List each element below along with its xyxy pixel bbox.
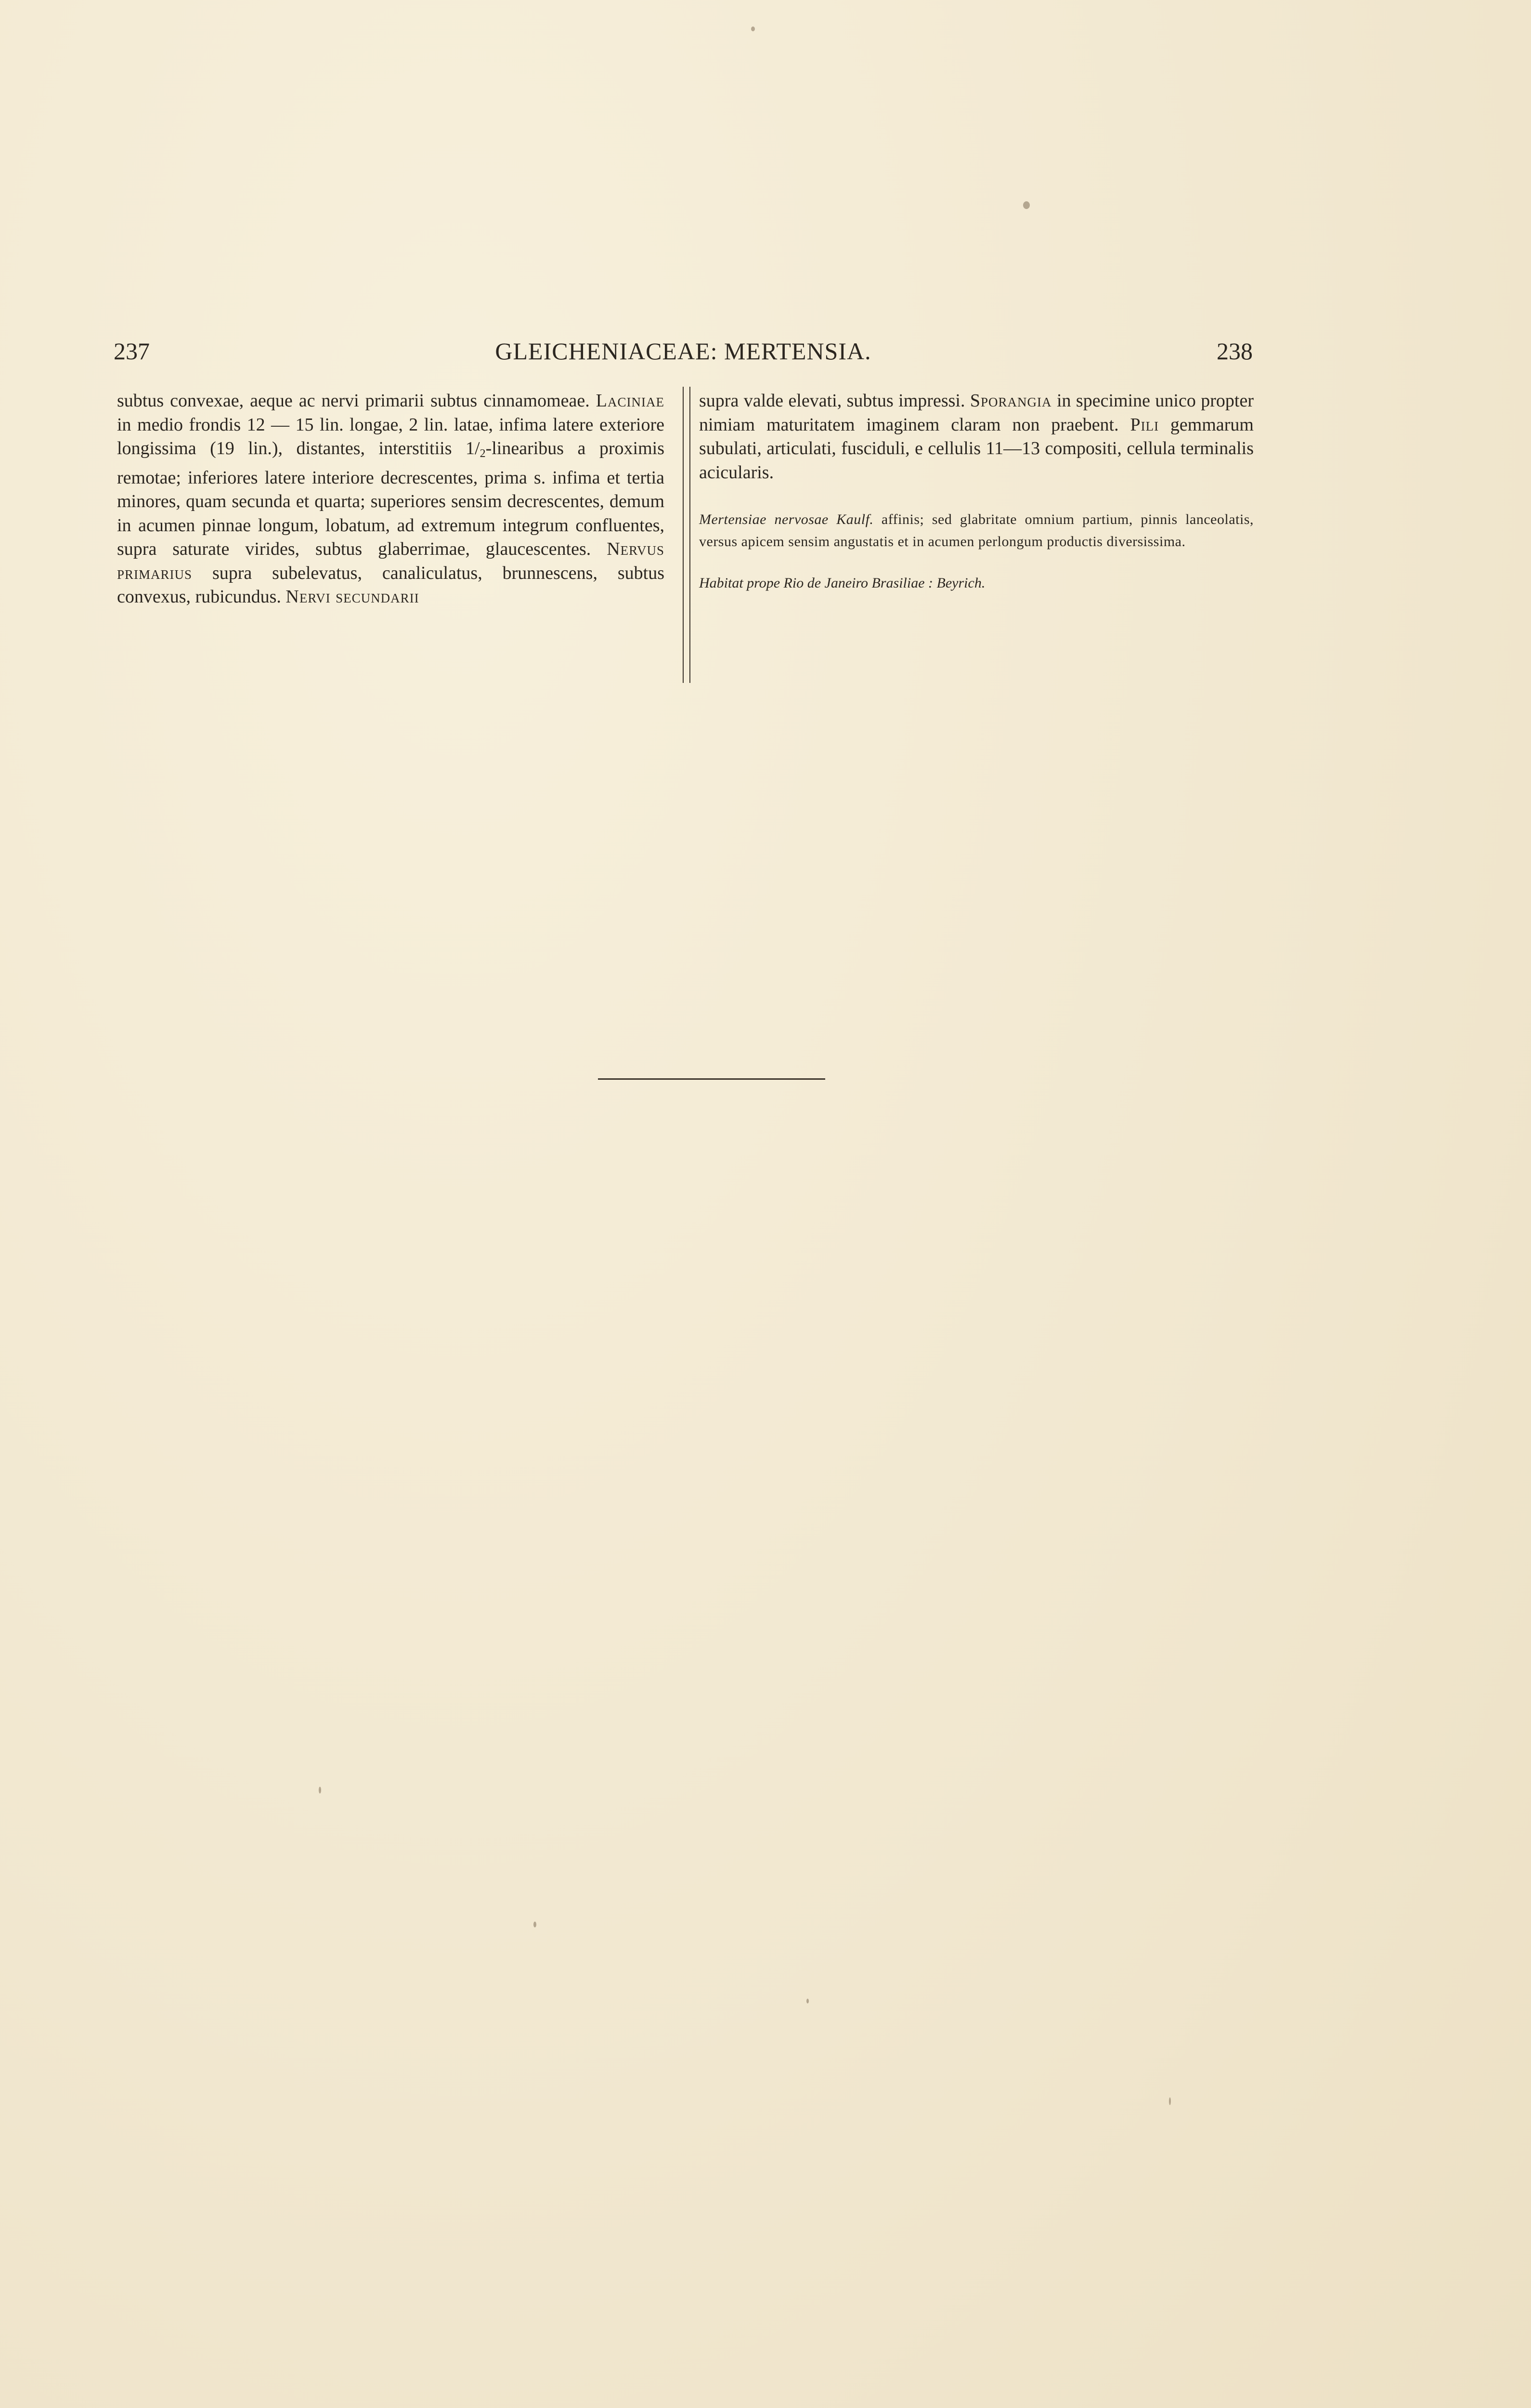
term-pili: Pili <box>1130 414 1159 435</box>
running-title: GLEICHENIACEAE: MERTENSIA. <box>495 338 871 365</box>
right-paragraph <box>699 389 1254 484</box>
species-name: Mertensiae nervosae Kaulf. <box>699 511 874 527</box>
text-run: gemmarum subulati, articulati, fusciduli, e cellulis 11—13 compositi, cellula terminalis acicularis. <box>699 414 1254 483</box>
term-nervus-primarius: Nervus primarius <box>117 539 664 583</box>
section-rule <box>598 1078 825 1080</box>
left-paragraph: subtus convexae, aeque ac nervi primarii subtus cinnamomeae. Laciniae in medio frondis 12 — 15 lin. longae, 2 lin. latae, infima latere exteriore longissima (19 lin.), distantes, interstitiis $1/_2$-linearibus a proximis remotae; inferiores latere interiore decrescentes, prima s. infima et tertia minores, quam secunda et quarta; superiores sensim decrescentes, demum in acumen pinnae longum, lobatum, ad extremum integrum confluentes, supra saturate virides, subtus glaberrimae, glaucescentes. Nervus primarius supra subelevatus, canaliculatus, brunnescens, subtus convexus, rubicundus. Nervi secundarii <box>117 391 665 607</box>
page-header <box>114 337 1253 371</box>
text-run: supra valde elevati, subtus impressi. <box>699 391 970 411</box>
habitat-line: Habitat prope Rio de Janeiro Brasiliae : Beyrich. <box>699 575 986 591</box>
paper-speck <box>319 1787 321 1793</box>
note-text: affinis; sed glabritate omnium partium, pinnis lanceolatis, versus apicem sensim angustatis et in acumen perlongum productis diversissima. <box>699 511 1254 550</box>
left-column <box>117 389 664 609</box>
text-run: -linearibus a proximis remotae; inferiores latere interiore decrescentes, prima s. infima et tertia minores, quam secunda et quarta; superiores sensim decrescentes, demum in acumen pinnae longum, lobatum, ad extremum integrum confluentes, supra saturate virides, subtus glaberrimae, glaucescentes. <box>117 438 665 559</box>
paper-speck <box>751 26 755 31</box>
text-run: in specimine unico propter nimiam maturitatem imaginem claram non praebent. <box>699 391 1254 435</box>
species-note <box>699 509 1254 553</box>
paper-speck <box>1169 2097 1171 2105</box>
page-number-left: 237 <box>114 338 150 365</box>
term-nervi-secundarii: Nervi secundarii <box>285 587 419 607</box>
page-number-right: 238 <box>1217 338 1253 365</box>
text-run: in medio frondis 12 — 15 lin. longae, 2 lin. latae, infima latere exteriore longissima (19 lin.), distantes, interstitiis 1 <box>117 414 664 458</box>
paper-speck <box>533 1922 536 1927</box>
paper-speck <box>806 1999 809 2003</box>
column-divider <box>683 387 690 683</box>
fraction-denominator: 2 <box>480 447 486 460</box>
right-column <box>699 389 1254 594</box>
text-run: subtus convexae, aeque ac nervi primarii subtus cinnamomeae. <box>117 391 596 411</box>
term-laciniae: Laciniae <box>596 391 664 411</box>
text-run: supra subelevatus, canaliculatus, brunnescens, subtus convexus, rubicundus. <box>117 563 664 607</box>
paper-speck <box>1023 201 1030 209</box>
term-sporangia: Sporangia <box>970 391 1052 411</box>
